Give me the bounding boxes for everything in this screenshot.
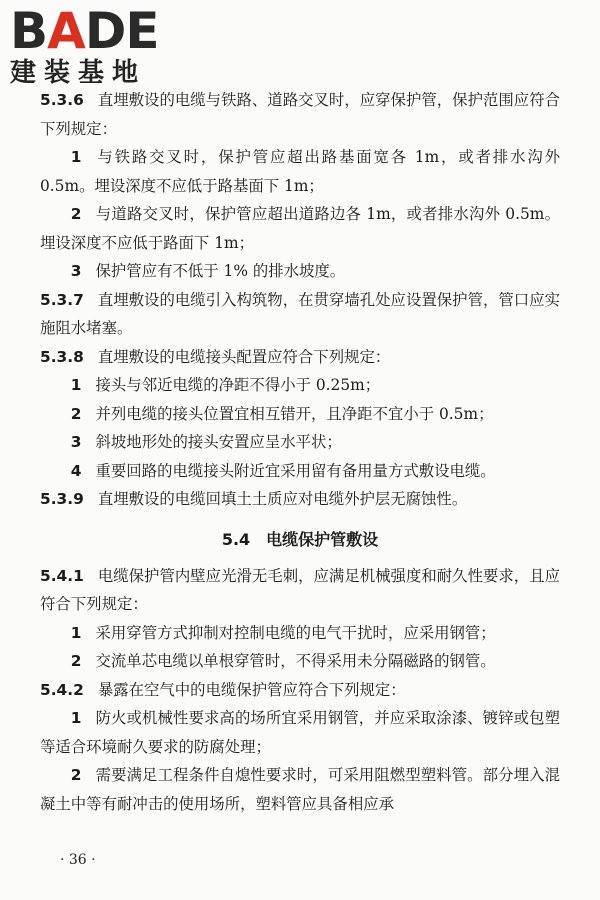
- brand-subtitle: 建装基地: [10, 58, 147, 88]
- list-item: [40, 619, 560, 648]
- paragraph-text: 直埋敷设的电缆回填土土质应对电缆外护层无腐蚀性。: [97, 490, 468, 508]
- paragraph-text: 需要满足工程条件自熄性要求时，可采用阻燃型塑料管。部分埋入混凝土中等有耐冲击的使用场所，塑料管应具备相应承: [40, 766, 560, 813]
- clause-number: 5.3.9: [40, 490, 84, 508]
- item-number: 3: [70, 433, 82, 451]
- item-number: 2: [70, 205, 82, 223]
- list-item: [40, 257, 560, 286]
- list-item: [40, 143, 560, 200]
- paragraph-text: 重要回路的电缆接头附近宜采用留有备用量方式敷设电缆。: [95, 461, 496, 480]
- paragraph-text: 暴露在空气中的电缆保护管应符合下列规定：: [97, 680, 406, 699]
- item-number: 3: [70, 262, 82, 280]
- paragraph-text: 与铁路交叉时，保护管应超出路基面宽各 1m，或者排水沟外 0.5m。埋设深度不应低于路基面下 1m；: [40, 148, 560, 195]
- paragraph-text: 交流单芯电缆以单根穿管时，不得采用未分隔磁路的钢管。: [95, 652, 496, 670]
- page-number: · 36 ·: [60, 852, 96, 868]
- list-item: [40, 761, 560, 818]
- item-number: 1: [70, 709, 82, 727]
- item-number: 2: [70, 652, 82, 670]
- list-item: [40, 200, 560, 257]
- paragraph-text: 接头与邻近电缆的净距不得小于 0.25m；: [95, 376, 381, 394]
- clause-paragraph: [40, 676, 560, 705]
- section-heading: [40, 526, 560, 554]
- brand-wordmark: BADE: [10, 2, 159, 60]
- list-item: [40, 400, 560, 429]
- clause-paragraph: [40, 343, 560, 372]
- clause-number: 5.3.8: [40, 347, 84, 366]
- clause-paragraph: [40, 286, 560, 343]
- paragraph-text: 直埋敷设的电缆与铁路、道路交叉时，应穿保护管，保护范围应符合下列规定：: [40, 91, 560, 138]
- paragraph-text: 并列电缆的接头位置宜相互错开，且净距不宜小于 0.5m；: [95, 404, 494, 423]
- clause-paragraph: [40, 86, 560, 143]
- paragraph-text: 直埋敷设的电缆引入构筑物，在贯穿墙孔处应设置保护管，管口应实施阻水堵塞。: [40, 290, 560, 337]
- item-number: 2: [70, 404, 82, 423]
- clause-number: 5.3.7: [40, 290, 84, 309]
- clause-number: 5.4.2: [40, 680, 84, 699]
- list-item: [40, 428, 560, 457]
- item-number: 4: [70, 461, 82, 480]
- brand-logo: [10, 2, 185, 88]
- paragraph-text: 采用穿管方式抑制对控制电缆的电气干扰时，应采用钢管；: [95, 623, 496, 642]
- section-title: 电缆保护管敷设: [266, 529, 379, 549]
- paragraph-text: 防火或机械性要求高的场所宜采用钢管，并应采取涂漆、镀锌或包塑等适合环境耐久要求的防腐处理；: [40, 709, 560, 756]
- item-number: 1: [70, 376, 82, 394]
- item-number: 1: [70, 148, 82, 166]
- list-item: [40, 647, 560, 676]
- paragraph-text: 保护管应有不低于 1% 的排水坡度。: [95, 262, 346, 280]
- document-body: [40, 86, 560, 818]
- item-number: 2: [70, 766, 82, 784]
- paragraph-text: 与道路交叉时，保护管应超出道路边各 1m，或者排水沟外 0.5m。埋设深度不应低于路面下 1m；: [40, 205, 560, 252]
- item-number: 1: [70, 623, 82, 642]
- clause-paragraph: [40, 485, 560, 514]
- list-item: [40, 371, 560, 400]
- clause-number: 5.3.6: [40, 91, 84, 109]
- section-number: 5.4: [221, 529, 251, 549]
- list-item: [40, 457, 560, 486]
- clause-number: 5.4.1: [40, 566, 84, 585]
- paragraph-text: 直埋敷设的电缆接头配置应符合下列规定：: [97, 347, 391, 366]
- paragraph-text: 斜坡地形处的接头安置应呈水平状；: [95, 433, 342, 451]
- list-item: [40, 704, 560, 761]
- clause-paragraph: [40, 562, 560, 619]
- paragraph-text: 电缆保护管内壁应光滑无毛刺，应满足机械强度和耐久性要求，且应符合下列规定：: [40, 566, 560, 613]
